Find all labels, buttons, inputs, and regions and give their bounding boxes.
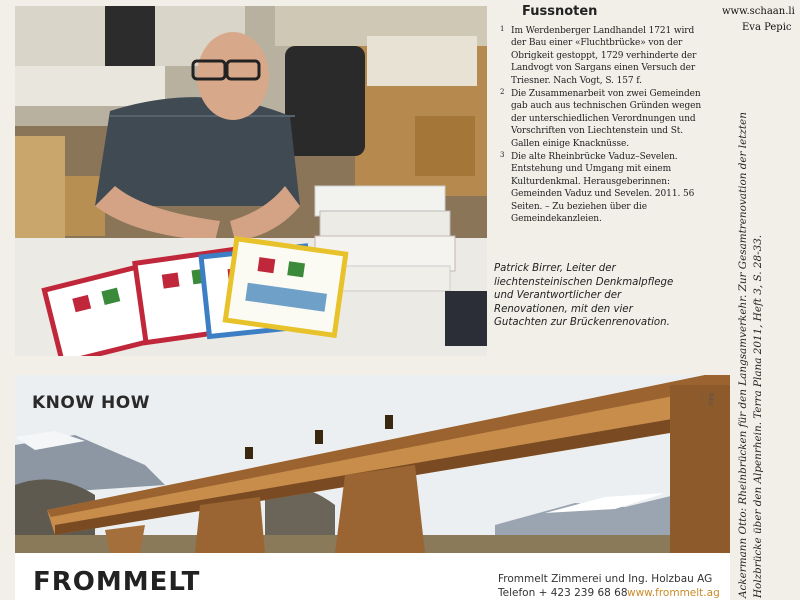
footnote-item: [500, 151, 710, 225]
vertical-citation: Ackermann Otto: Rheinbrücken für den Langsamverkehr. Zur Gesamtrenovation der letzten Holzbrücke über den Alpenrhein. Terra Plana 2011, Heft 3, S. 28-33.: [737, 112, 764, 598]
photo-caption: Patrick Birrer, Leiter der liechtensteinischen Denkmalpflege und Verantwortlicher der Renovationen, mit den vier Gutachten zur Brückenrenovation.: [494, 263, 674, 329]
footnote-text: Im Werdenberger Landhandel 1721 wird der Bau einer «Fluchtbrücke» von der Obrigkeit gestoppt, 1729 verhinderte der Landvogt von Sargans einen Versuch der Triesner. Nach Vogt, S. 157 f.: [511, 26, 697, 86]
brand-logo: FROMMELT: [33, 567, 201, 597]
source-stamp: [722, 4, 800, 36]
ad-title: KNOW HOW: [32, 393, 150, 413]
footnote-number: 3: [500, 151, 505, 160]
footnotes-section: [500, 4, 710, 227]
footnote-text: Die Zusammenarbeit von zwei Gemeinden gab auch aus technischen Gründen wegen der unterschiedlichen Verordnungen und Vorschriften von Liechtenstein und St. Gallen einige Knacknüsse.: [511, 89, 702, 149]
company-website-link[interactable]: www.frommelt.ag: [627, 587, 720, 599]
photo-credit: foto: ...: [700, 393, 714, 407]
source-site: www.schaan.li: [722, 6, 795, 17]
company-name: Frommelt Zimmerei und Ing. Holzbau AG: [498, 573, 713, 585]
portrait-illustration: [15, 6, 487, 356]
footnote-text: Die alte Rheinbrücke Vaduz–Sevelen. Entstehung und Umgang mit einem Kulturdenkmal. Herausgeberinnen: Gemeinden Vaduz und Sevelen. 2011. 56 Seiten. – Zu beziehen über die Gemeindekanzleien.: [511, 152, 695, 225]
footnote-number: 1: [500, 25, 505, 33]
portrait-photo: [15, 6, 487, 356]
source-author: Eva Pepic: [742, 22, 792, 33]
footnote-item: [500, 25, 710, 87]
footnotes-title: Fussnoten: [522, 4, 598, 19]
advertisement: [15, 375, 730, 600]
footnote-number: 2: [500, 88, 505, 97]
company-phone: Telefon + 423 239 68 68: [498, 587, 628, 599]
footnote-item: [500, 88, 710, 150]
